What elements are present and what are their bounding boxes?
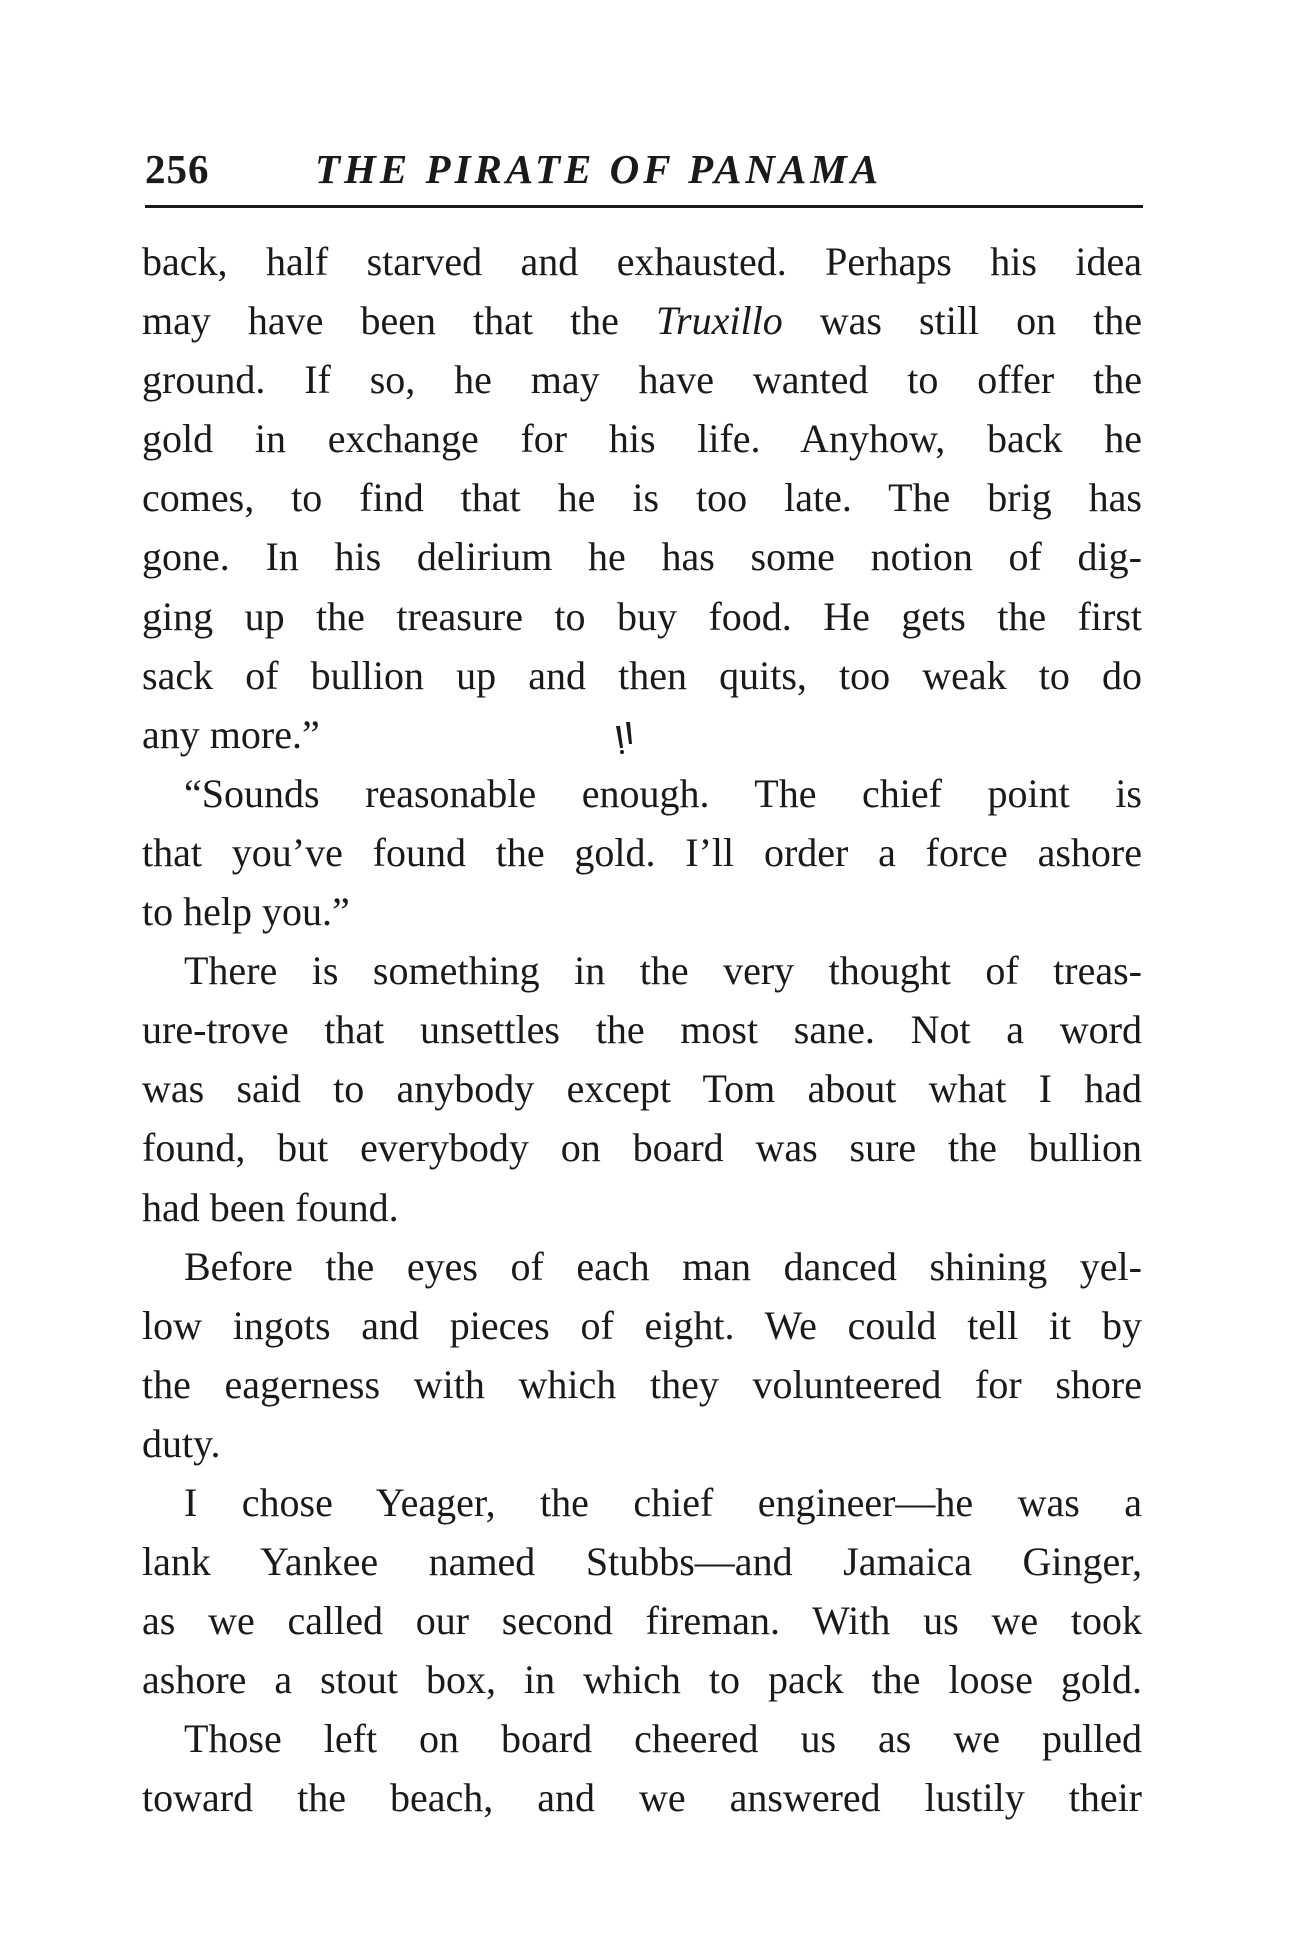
ship-name: Truxillo xyxy=(656,298,783,344)
text-line: found, but everybody on board was sure the bullion xyxy=(142,1125,1142,1171)
ink-speck-icon xyxy=(612,718,642,758)
running-title: THE PIRATE OF PANAMA xyxy=(315,146,883,192)
text-line: ure-trove that unsettles the most sane. Not a word xyxy=(142,1007,1142,1053)
text-line: comes, to find that he is too late. The brig has xyxy=(142,475,1142,521)
page-number: 256 xyxy=(145,146,210,192)
text-line: may have been that the Truxillo was still on the xyxy=(142,298,1143,344)
text-line: Before the eyes of each man danced shining yel- xyxy=(184,1243,1142,1289)
text-line: “Sounds reasonable enough. The chief point is xyxy=(184,770,1142,816)
text-line: had been found. xyxy=(142,1184,399,1230)
body-text xyxy=(142,232,1142,1828)
text-line: any more.” xyxy=(142,711,320,757)
text-line: ging up the treasure to buy food. He gets the first xyxy=(142,593,1142,639)
text-line: was said to anybody except Tom about what I had xyxy=(142,1066,1142,1112)
text-line: toward the beach, and we answered lustily their xyxy=(142,1775,1142,1821)
text-line: that you’ve found the gold. I’ll order a force ashore xyxy=(142,829,1142,875)
text-line: Those left on board cheered us as we pulled xyxy=(184,1716,1142,1762)
text-line: as we called our second fireman. With us we took xyxy=(142,1598,1142,1644)
text-line: duty. xyxy=(142,1420,221,1466)
text-line: low ingots and pieces of eight. We could tell it by xyxy=(142,1302,1142,1348)
text-line: the eagerness with which they volunteered for shore xyxy=(142,1361,1142,1407)
text-line: to help you.” xyxy=(142,889,350,935)
text-line: gone. In his delirium he has some notion of dig- xyxy=(142,534,1142,580)
text-line: ground. If so, he may have wanted to offer the xyxy=(142,357,1142,403)
text-line: back, half starved and exhausted. Perhaps his idea xyxy=(142,239,1142,284)
text-line: There is something in the very thought of treas- xyxy=(184,948,1142,994)
text-line: lank Yankee named Stubbs—and Jamaica Ginger, xyxy=(142,1539,1142,1585)
text-line: sack of bullion up and then quits, too weak to do xyxy=(142,652,1142,698)
text-line: I chose Yeager, the chief engineer—he was a xyxy=(184,1479,1142,1525)
header-rule xyxy=(145,205,1143,208)
text-line: gold in exchange for his life. Anyhow, back he xyxy=(142,416,1142,462)
text-line: ashore a stout box, in which to pack the loose gold. xyxy=(142,1657,1142,1703)
page-header xyxy=(145,145,1143,205)
